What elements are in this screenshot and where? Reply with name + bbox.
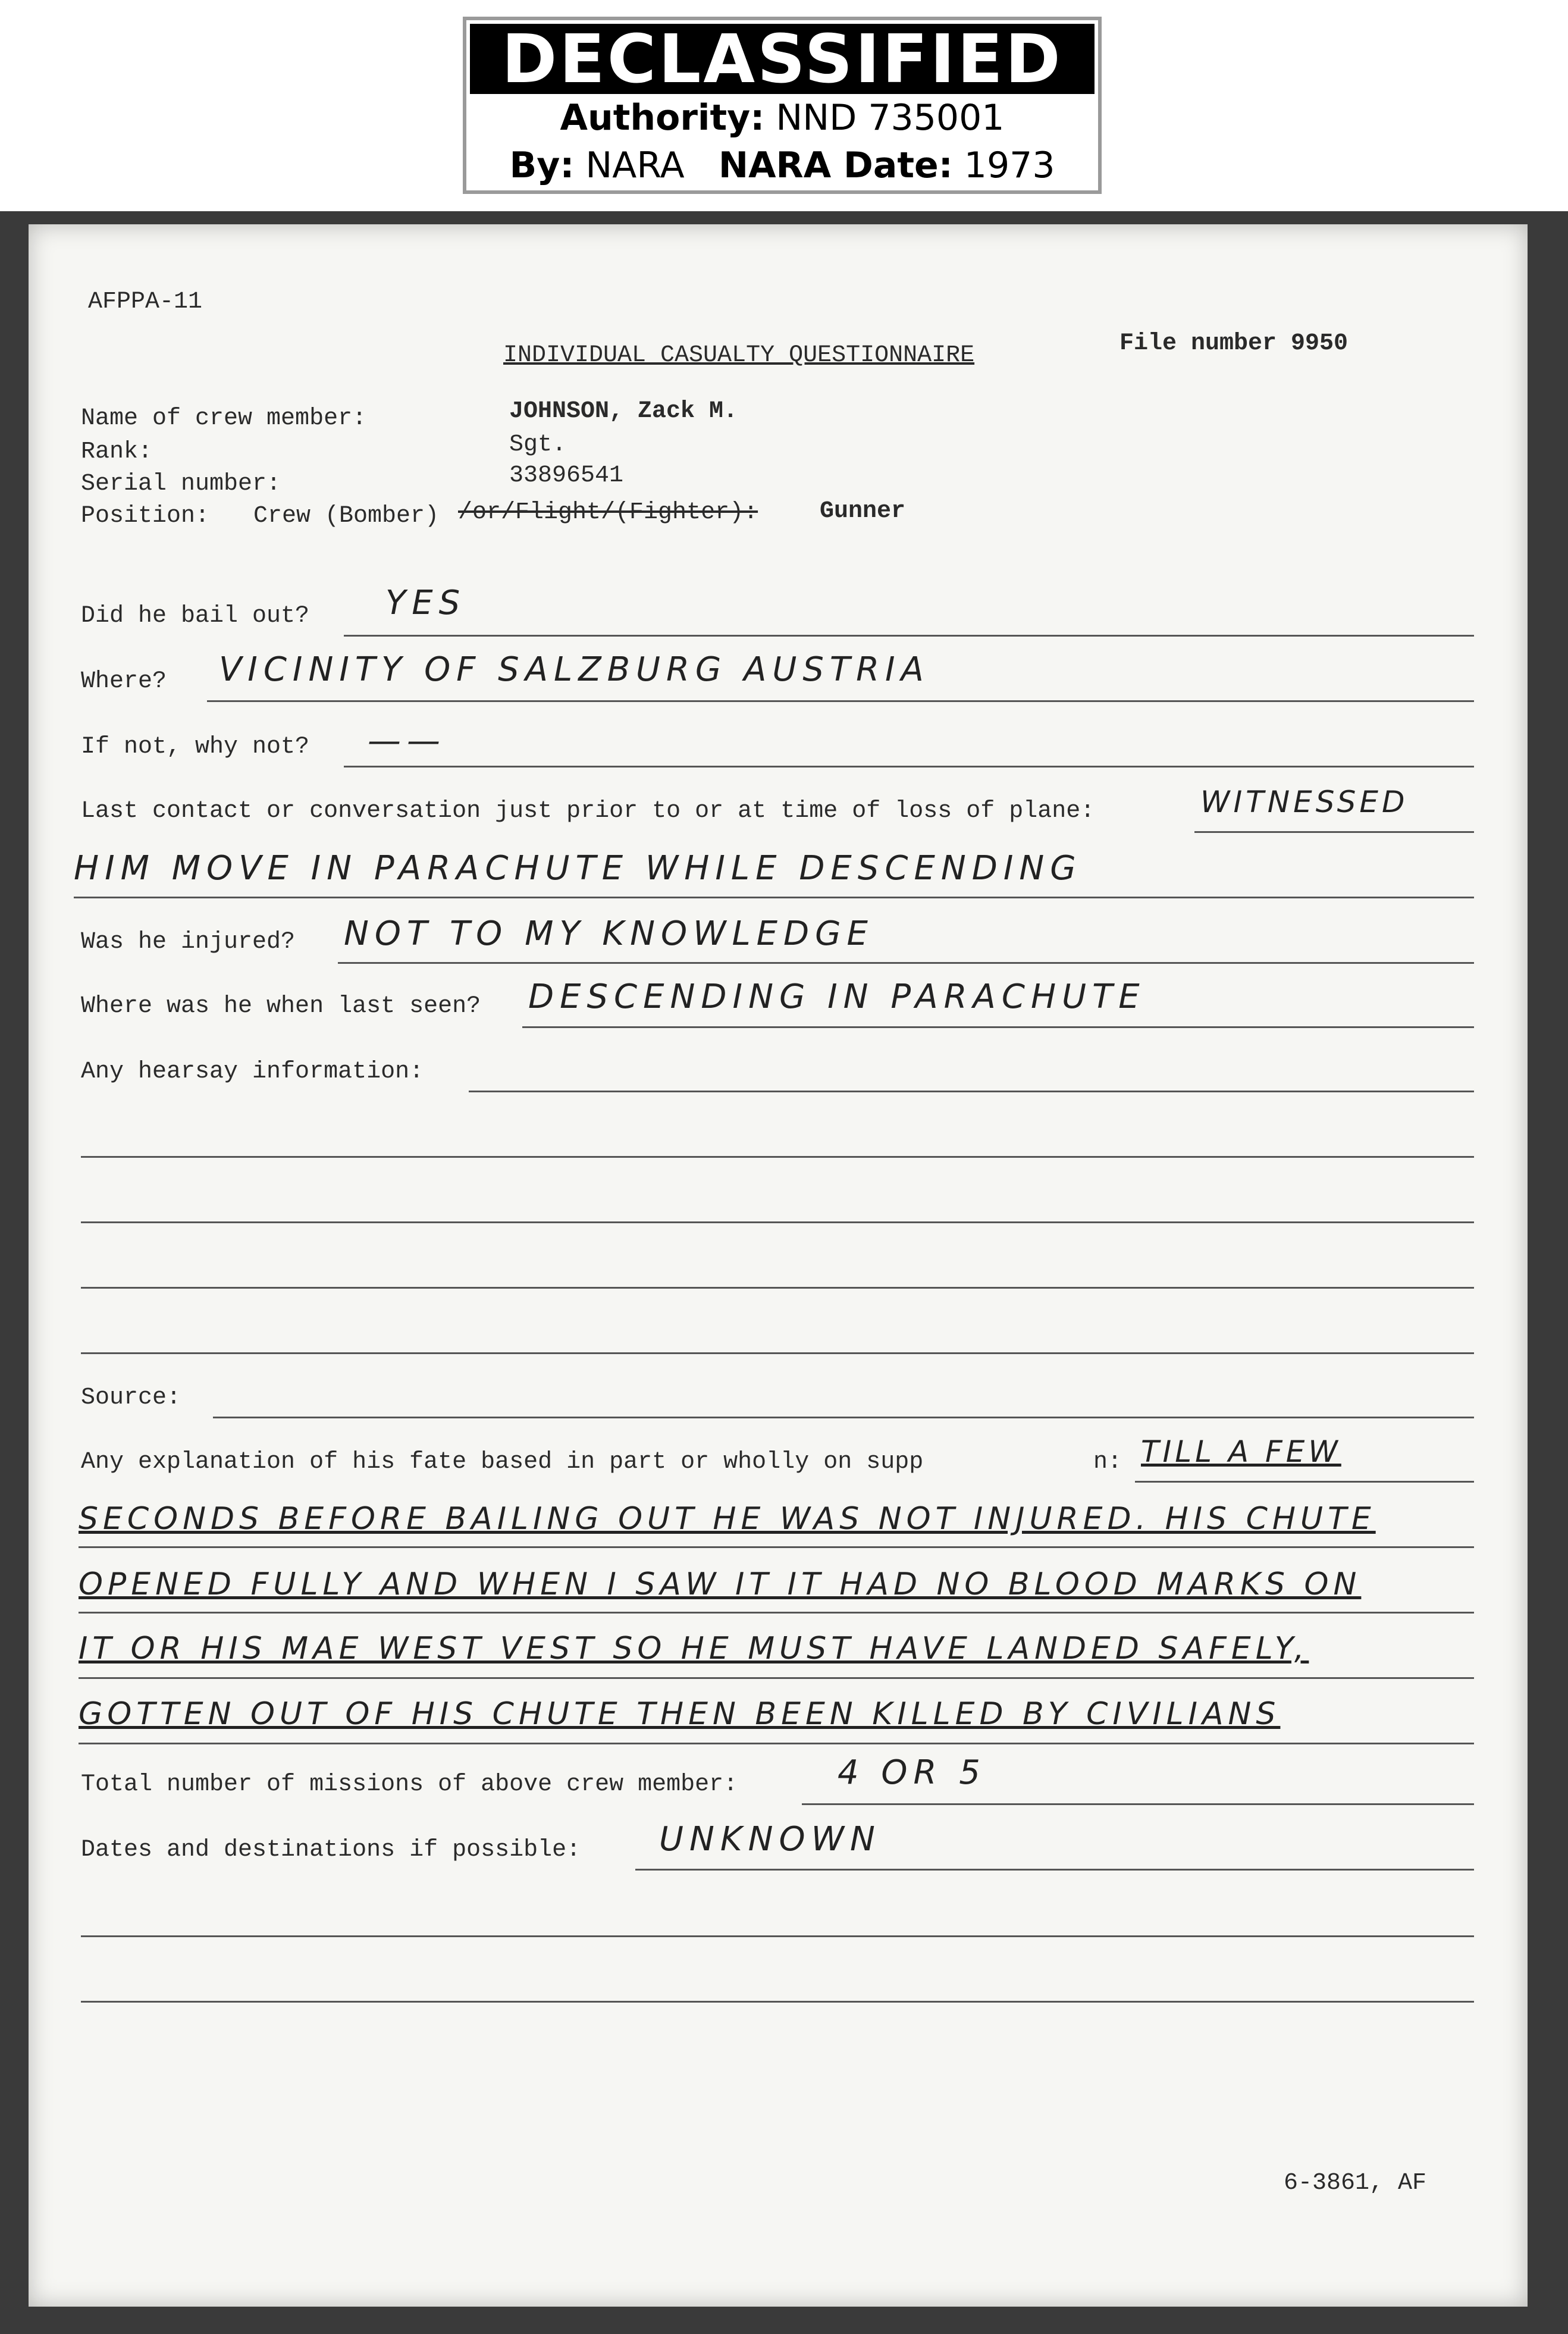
explanation-line-1 [79,1546,1474,1548]
dates-label: Dates and destinations if possible: [81,1837,581,1863]
dates-value: UNKNOWN [659,1820,881,1859]
dates-line [635,1869,1474,1871]
hearsay-label: Any hearsay information: [81,1058,424,1085]
by-value: NARA [585,145,685,186]
date-value: 1973 [964,145,1055,186]
last-seen-value: DESCENDING IN PARACHUTE [528,978,1146,1016]
bail-value: YES [385,584,466,622]
explanation-value-4: GOTTEN OUT OF HIS CHUTE THEN BEEN KILLED BY CIVILIANS [79,1696,1281,1732]
footer-code: 6-3861, AF [1284,2170,1427,2197]
hearsay-line-1 [469,1091,1474,1092]
last-contact-value-1: WITNESSED [1200,785,1409,819]
form-id: AFPPA-11 [88,289,203,315]
position-struck: /or/Flight/(Fighter): [458,499,758,526]
stamp-authority [466,94,1098,142]
stamp-by-date [466,142,1098,189]
last-contact-line-2 [74,897,1474,898]
dates-line-3 [81,2001,1474,2003]
position-label: Position: [81,503,210,530]
explanation-value-2: OPENED FULLY AND WHEN I SAW IT IT HAD NO BLOOD MARKS ON [79,1567,1362,1602]
stamp-title: DECLASSIFIED [470,24,1095,94]
hearsay-line-3 [81,1221,1474,1223]
position-crew: Crew (Bomber) [253,503,440,530]
explanation-value-0: TILL A FEW [1141,1434,1341,1469]
file-number: File number 9950 [1119,330,1349,357]
missions-line [802,1803,1474,1805]
injured-value: NOT TO MY KNOWLEDGE [344,914,874,953]
injured-label: Was he injured? [81,929,296,955]
explanation-line-2 [79,1612,1474,1614]
hearsay-line-4 [81,1287,1474,1289]
last-seen-label: Where was he when last seen? [81,993,481,1020]
source-line [213,1417,1474,1418]
where-line [207,700,1474,702]
where-value: VICINITY OF SALZBURG AUSTRIA [219,650,930,689]
name-value: JOHNSON, Zack M. [509,398,738,425]
questionnaire-paper [29,224,1528,2307]
rank-value: Sgt. [509,431,567,458]
ifnot-label: If not, why not? [81,734,310,760]
hearsay-line-5 [81,1352,1474,1354]
form-title: INDIVIDUAL CASUALTY QUESTIONNAIRE [503,342,975,369]
position-value: Gunner [820,498,906,525]
injured-line [338,962,1474,964]
last-contact-value-2: HIM MOVE IN PARACHUTE WHILE DESCENDING [74,849,1082,888]
explanation-value-1: SECONDS BEFORE BAILING OUT HE WAS NOT INJURED. HIS CHUTE [79,1501,1376,1537]
name-label: Name of crew member: [81,405,367,432]
missions-value: 4 OR 5 [838,1753,986,1792]
serial-value: 33896541 [509,462,624,489]
bail-line [344,635,1474,637]
explanation-line-0 [1135,1481,1474,1483]
by-label: By: [509,145,575,186]
authority-value: NND 735001 [776,97,1005,139]
where-label: Where? [81,668,167,695]
serial-label: Serial number: [81,471,281,497]
last-seen-line [522,1026,1474,1028]
rank-label: Rank: [81,438,153,465]
date-label: NARA Date: [718,145,953,186]
scanned-sheet [0,211,1568,2334]
authority-label: Authority: [560,97,765,139]
declassified-stamp [463,17,1102,194]
last-contact-label: Last contact or conversation just prior to or at time of loss of plane: [81,798,1095,825]
explanation-line-3 [79,1677,1474,1679]
ifnot-line [344,766,1474,767]
explanation-label-end: n: [1093,1449,1122,1475]
last-contact-line-1 [1194,831,1474,833]
explanation-value-3: IT OR HIS MAE WEST VEST SO HE MUST HAVE LANDED SAFELY, [79,1631,1309,1666]
explanation-line-4 [79,1743,1474,1744]
dates-line-2 [81,1935,1474,1937]
hearsay-line-2 [81,1156,1474,1158]
missions-label: Total number of missions of above crew member: [81,1771,738,1798]
ifnot-value: —— [368,722,446,760]
source-label: Source: [81,1384,181,1411]
bail-label: Did he bail out? [81,603,310,629]
explanation-label: Any explanation of his fate based in part or wholly on supp [81,1449,924,1475]
